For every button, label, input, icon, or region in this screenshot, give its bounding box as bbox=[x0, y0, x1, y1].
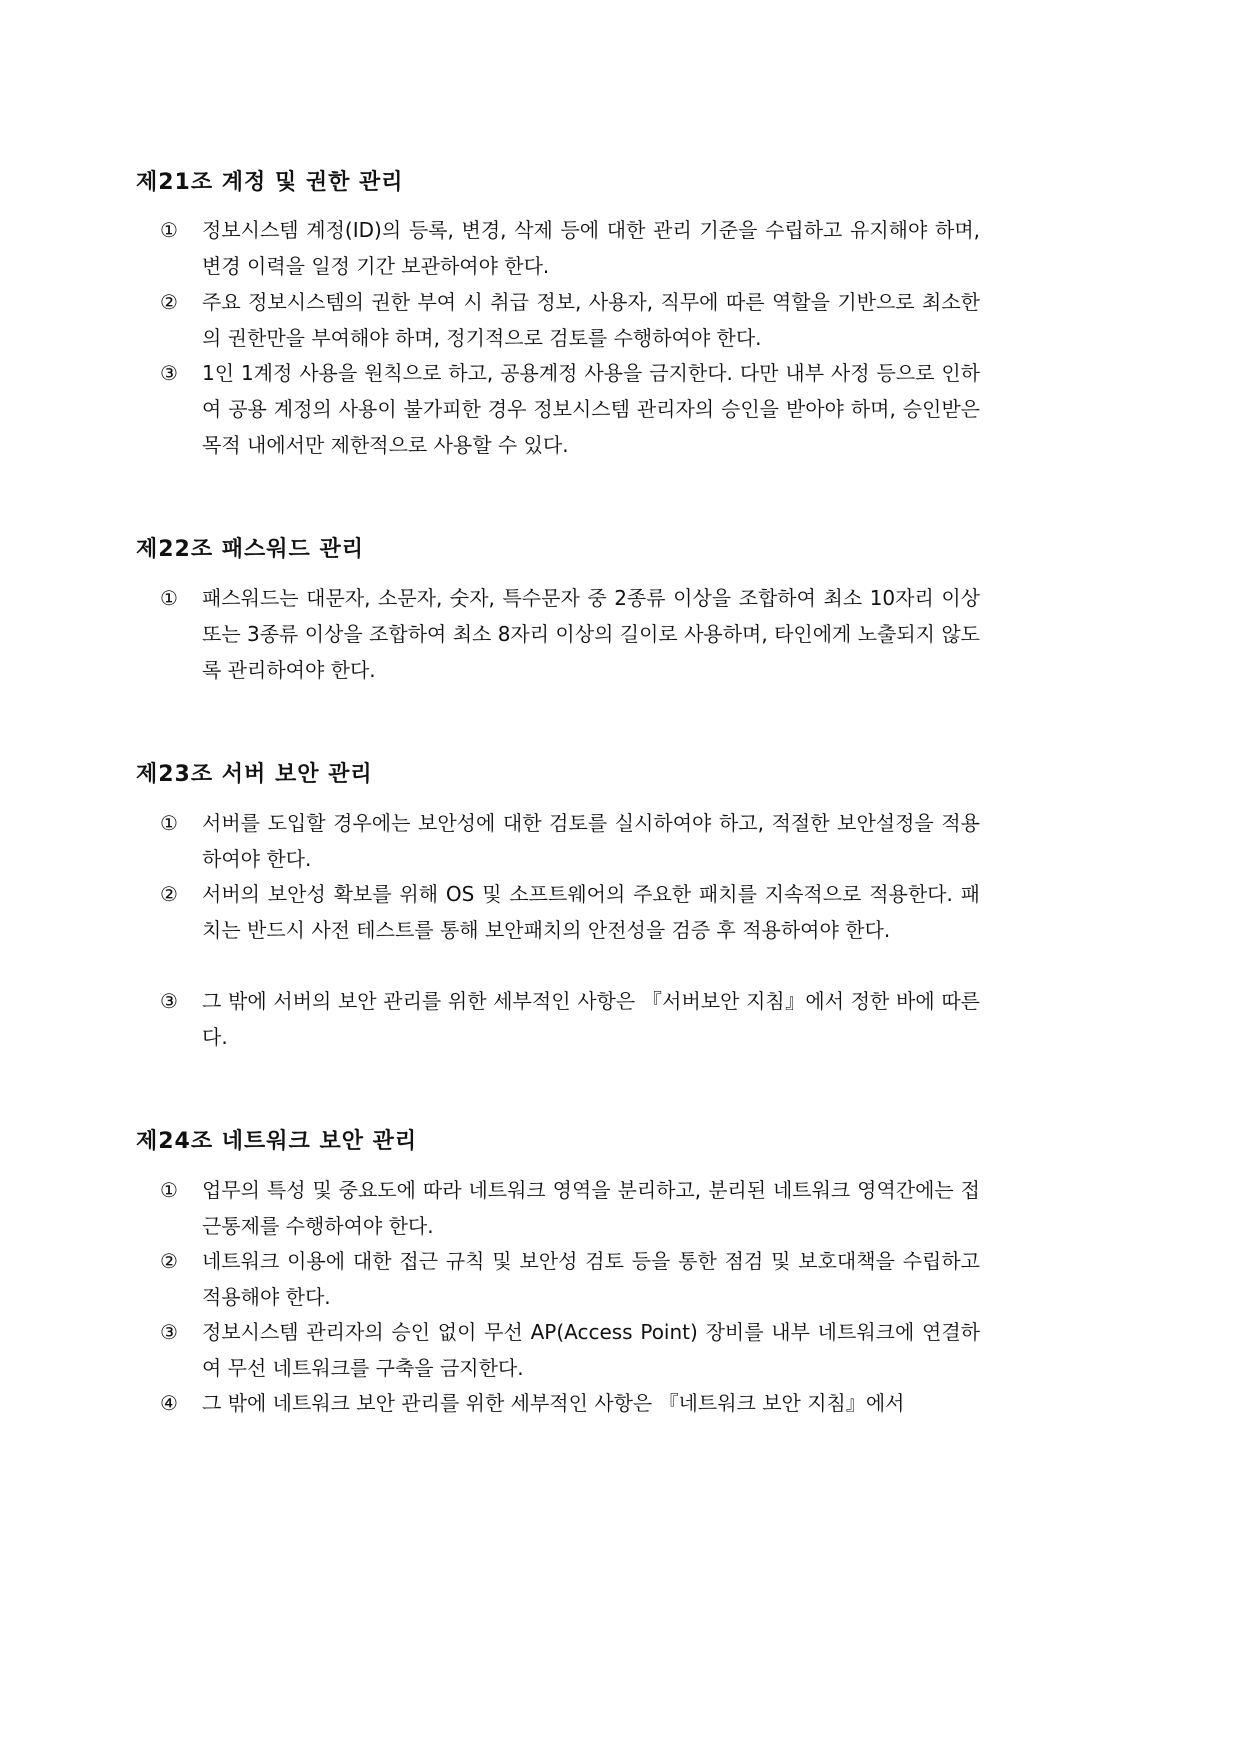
item-number: ① bbox=[160, 1178, 178, 1202]
item-number: ② bbox=[160, 290, 178, 314]
item-text: 주요 정보시스템의 권한 부여 시 취급 정보, 사용자, 직무에 따른 역할을 기반으로 최소한의 권한만을 부여해야 하며, 정기적으로 검토를 수행하여야 한다. bbox=[202, 290, 980, 350]
article-22-heading: 제22조 패스워드 관리 bbox=[136, 537, 364, 562]
article-23-item-3 bbox=[160, 983, 980, 1055]
article-23-item-2 bbox=[160, 876, 980, 948]
article-24-item-2 bbox=[160, 1243, 980, 1315]
item-text: 서버를 도입할 경우에는 보안성에 대한 검토를 실시하여야 하고, 적절한 보안설정을 적용하여야 한다. bbox=[202, 811, 980, 871]
item-number: ② bbox=[160, 1249, 178, 1273]
item-text: 1인 1계정 사용을 원칙으로 하고, 공용계정 사용을 금지한다. 다만 내부 사정 등으로 인하여 공용 계정의 사용이 불가피한 경우 정보시스템 관리자의 승인을 받아야 하며, 승인받은 목적 내에서만 제한적으로 사용할 수 있다. bbox=[202, 361, 980, 457]
item-number: ③ bbox=[160, 1320, 178, 1344]
article-22-item-1 bbox=[160, 580, 980, 688]
item-text: 정보시스템 계정(ID)의 등록, 변경, 삭제 등에 대한 관리 기준을 수립하고 유지해야 하며, 변경 이력을 일정 기간 보관하여야 한다. bbox=[202, 218, 980, 278]
item-text: 정보시스템 관리자의 승인 없이 무선 AP(Access Point) 장비를 내부 네트워크에 연결하여 무선 네트워크를 구축을 금지한다. bbox=[202, 1320, 980, 1380]
item-text: 그 밖에 서버의 보안 관리를 위한 세부적인 사항은 『서버보안 지침』에서 정한 바에 따른다. bbox=[202, 989, 980, 1049]
article-21-item-2 bbox=[160, 284, 980, 356]
item-text: 업무의 특성 및 중요도에 따라 네트워크 영역을 분리하고, 분리된 네트워크 영역간에는 접근통제를 수행하여야 한다. bbox=[202, 1178, 980, 1238]
article-21-item-3 bbox=[160, 355, 980, 463]
article-24-item-3 bbox=[160, 1314, 980, 1386]
item-text: 서버의 보안성 확보를 위해 OS 및 소프트웨어의 주요한 패치를 지속적으로 적용한다. 패치는 반드시 사전 테스트를 통해 보안패치의 안전성을 검증 후 적용하여야 한다. bbox=[202, 882, 980, 942]
item-number: ③ bbox=[160, 989, 178, 1013]
item-text: 패스워드는 대문자, 소문자, 숫자, 특수문자 중 2종류 이상을 조합하여 최소 10자리 이상 또는 3종류 이상을 조합하여 최소 8자리 이상의 길이로 사용하며, 타인에게 노출되지 않도록 관리하여야 한다. bbox=[202, 586, 980, 682]
item-number: ① bbox=[160, 586, 178, 610]
article-21-heading: 제21조 계정 및 권한 관리 bbox=[136, 170, 404, 195]
item-number: ① bbox=[160, 811, 178, 835]
article-23-heading: 제23조 서버 보안 관리 bbox=[136, 762, 373, 787]
item-number: ③ bbox=[160, 361, 178, 385]
item-text: 네트워크 이용에 대한 접근 규칙 및 보안성 검토 등을 통한 점검 및 보호대책을 수립하고 적용해야 한다. bbox=[202, 1249, 980, 1309]
item-text: 그 밖에 네트워크 보안 관리를 위한 세부적인 사항은 『네트워크 보안 지침』에서 bbox=[202, 1391, 905, 1415]
article-23-item-1 bbox=[160, 805, 980, 877]
item-number: ① bbox=[160, 218, 178, 242]
article-21-item-1 bbox=[160, 212, 980, 284]
item-number: ② bbox=[160, 882, 178, 906]
article-24-item-1 bbox=[160, 1172, 980, 1244]
article-24-heading: 제24조 네트워크 보안 관리 bbox=[136, 1129, 418, 1154]
item-number: ④ bbox=[160, 1391, 178, 1415]
article-24-item-4 bbox=[160, 1385, 980, 1421]
